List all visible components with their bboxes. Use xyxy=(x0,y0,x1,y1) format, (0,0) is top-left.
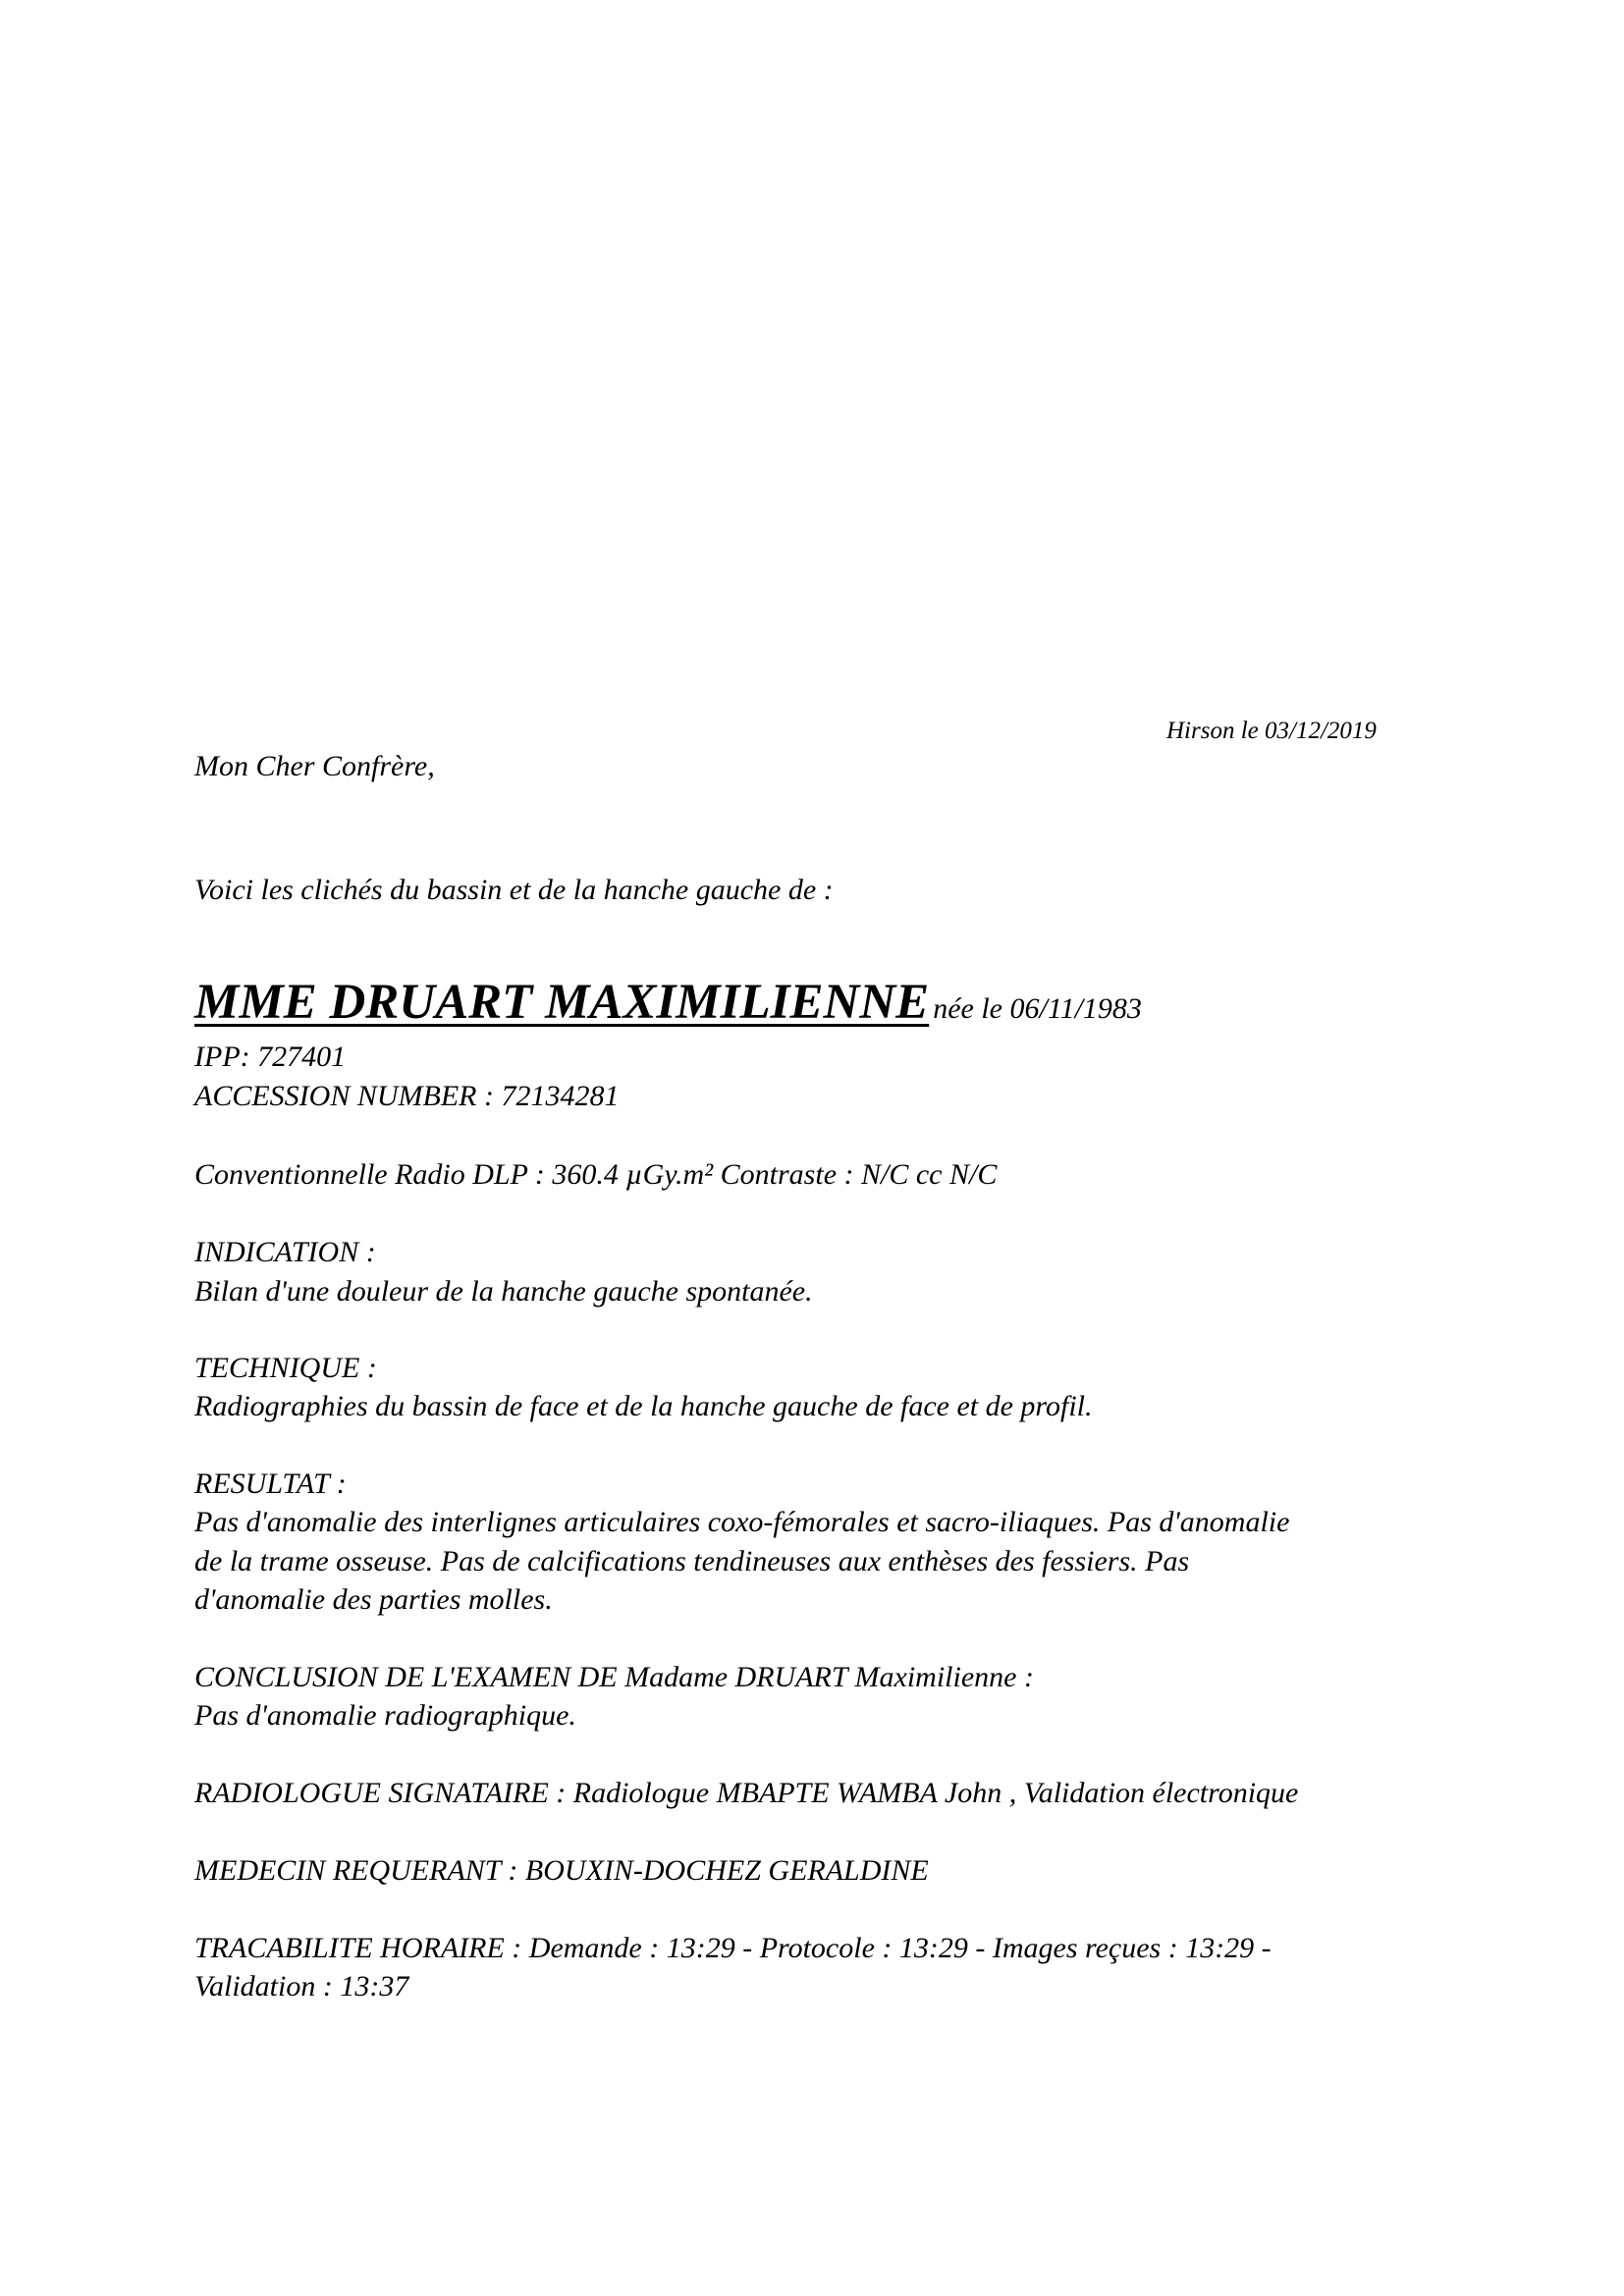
resultat-line: d'anomalie des parties molles. xyxy=(194,1583,553,1616)
resultat-line: Pas d'anomalie des interlignes articulaires coxo-fémorales et sacro-iliaques. Pas d'anomalie xyxy=(194,1506,1290,1538)
intro-text: Voici les clichés du bassin et de la hanche gauche de : xyxy=(194,874,834,906)
indication-heading: INDICATION : xyxy=(194,1236,376,1268)
medecin-requerant: MEDECIN REQUERANT : BOUXIN-DOCHEZ GERALDINE xyxy=(194,1854,929,1887)
tracabilite-line: TRACABILITE HORAIRE : Demande : 13:29 - Protocole : 13:29 - Images reçues : 13:29 - xyxy=(194,1932,1272,1964)
patient-heading xyxy=(194,972,1142,1033)
dose-info: Conventionnelle Radio DLP : 360.4 µGy.m² Contraste : N/C cc N/C xyxy=(194,1158,998,1191)
accession-number: ACCESSION NUMBER : 72134281 xyxy=(194,1080,620,1112)
conclusion-heading: CONCLUSION DE L'EXAMEN DE Madame DRUART Maximilienne : xyxy=(194,1661,1034,1693)
technique-heading: TECHNIQUE : xyxy=(194,1352,377,1384)
resultat-heading: RESULTAT : xyxy=(194,1468,347,1500)
radiologue-signataire: RADIOLOGUE SIGNATAIRE : Radiologue MBAPTE WAMBA John , Validation électronique xyxy=(194,1777,1299,1809)
indication-text: Bilan d'une douleur de la hanche gauche spontanée. xyxy=(194,1275,813,1308)
tracabilite-line: Validation : 13:37 xyxy=(194,1970,409,2002)
place-date: Hirson le 03/12/2019 xyxy=(1166,718,1377,744)
resultat-line: de la trame osseuse. Pas de calcifications tendineuses aux enthèses des fessiers. Pas xyxy=(194,1545,1190,1577)
conclusion-text: Pas d'anomalie radiographique. xyxy=(194,1699,576,1732)
patient-ipp: IPP: 727401 xyxy=(194,1041,347,1073)
salutation: Mon Cher Confrère, xyxy=(194,750,435,782)
patient-birth-date: née le 06/11/1983 xyxy=(933,992,1142,1025)
technique-text: Radiographies du bassin de face et de la hanche gauche de face et de profil. xyxy=(194,1390,1093,1422)
patient-name: MME DRUART MAXIMILIENNE xyxy=(194,975,930,1030)
